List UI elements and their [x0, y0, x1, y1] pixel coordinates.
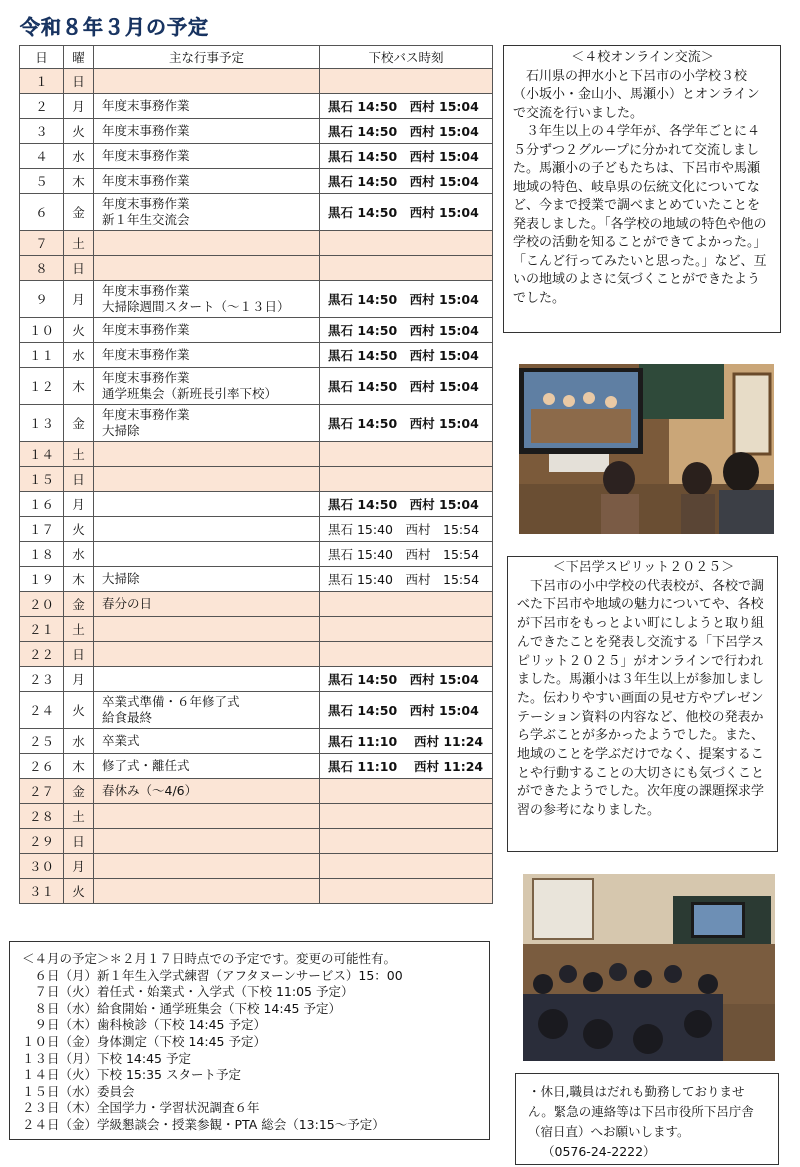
row-weekday: 木	[64, 368, 94, 405]
schedule-row	[20, 442, 493, 467]
row-bus-time: 黒石 14:50 西村 15:04	[320, 318, 493, 343]
row-events	[94, 467, 320, 492]
gero-spirit-box	[507, 556, 778, 852]
row-events	[94, 692, 320, 729]
row-weekday: 土	[64, 804, 94, 829]
row-events	[94, 642, 320, 667]
event-line: 年度末事務作業	[102, 283, 190, 298]
row-day: ８	[20, 256, 64, 281]
row-events	[94, 779, 320, 804]
header-events: 主な行事予定	[94, 46, 320, 69]
row-weekday: 月	[64, 94, 94, 119]
event-line: 大掃除週間スタート（～１３日）	[102, 299, 290, 314]
row-bus-time: 黒石 14:50 西村 15:04	[320, 492, 493, 517]
april-item: ９日（木）歯科検診（下校 14:45 予定）	[22, 1017, 266, 1033]
row-bus-time: 黒石 14:50 西村 15:04	[320, 368, 493, 405]
row-day: ２３	[20, 667, 64, 692]
row-bus-time: 黒石 15:40 西村 15:54	[320, 542, 493, 567]
row-bus-time: 黒石 14:50 西村 15:04	[320, 692, 493, 729]
row-bus-time	[320, 442, 493, 467]
event-line: 大掃除	[102, 571, 140, 586]
event-line: 年度末事務作業	[102, 370, 190, 385]
row-day: １９	[20, 567, 64, 592]
event-line: 卒業式準備・６年修了式	[102, 694, 240, 709]
row-bus-time: 黒石 11:10 西村 11:24	[320, 754, 493, 779]
row-day: １６	[20, 492, 64, 517]
schedule-row	[20, 854, 493, 879]
schedule-row	[20, 592, 493, 617]
event-line: 春分の日	[102, 596, 153, 611]
row-events	[94, 617, 320, 642]
row-day: １０	[20, 318, 64, 343]
header-day: 日	[20, 46, 64, 69]
row-weekday: 水	[64, 542, 94, 567]
header-weekday: 曜	[64, 46, 94, 69]
row-bus-time: 黒石 14:50 西村 15:04	[320, 94, 493, 119]
event-line: 大掃除	[102, 423, 140, 438]
event-line: 給食最終	[102, 710, 153, 725]
online-exchange-photo	[519, 364, 774, 534]
event-line: 通学班集会（新班長引率下校）	[102, 386, 278, 401]
row-bus-time	[320, 231, 493, 256]
row-weekday: 月	[64, 492, 94, 517]
row-day: ２６	[20, 754, 64, 779]
event-line: 年度末事務作業	[102, 347, 190, 362]
row-events	[94, 343, 320, 368]
online-exchange-box	[503, 45, 781, 333]
row-bus-time	[320, 804, 493, 829]
row-day: １１	[20, 343, 64, 368]
schedule-row	[20, 281, 493, 318]
row-weekday: 木	[64, 754, 94, 779]
event-line: 卒業式	[102, 733, 140, 748]
row-events	[94, 368, 320, 405]
schedule-row	[20, 119, 493, 144]
row-day: ４	[20, 144, 64, 169]
row-weekday: 水	[64, 343, 94, 368]
event-line: 春休み（～4/6）	[102, 783, 198, 798]
row-day: ２	[20, 94, 64, 119]
row-bus-time: 黒石 14:50 西村 15:04	[320, 119, 493, 144]
row-bus-time: 黒石 14:50 西村 15:04	[320, 169, 493, 194]
schedule-row	[20, 517, 493, 542]
schedule-row	[20, 144, 493, 169]
april-item: ２３日（木）全国学力・学習状況調査６年	[22, 1100, 260, 1116]
row-bus-time	[320, 642, 493, 667]
april-item: １０日（金）身体測定（下校 14:45 予定）	[22, 1033, 266, 1049]
april-item: １５日（水）委員会	[22, 1083, 135, 1099]
april-item: ７日（火）着任式・始業式・入学式（下校 11:05 予定）	[22, 984, 354, 1000]
row-bus-time: 黒石 14:50 西村 15:04	[320, 667, 493, 692]
event-line: 年度末事務作業	[102, 196, 190, 211]
header-bus-time: 下校バス時刻	[320, 46, 493, 69]
row-events	[94, 442, 320, 467]
row-events	[94, 144, 320, 169]
row-events	[94, 318, 320, 343]
event-line: 年度末事務作業	[102, 173, 190, 188]
row-day: ２５	[20, 729, 64, 754]
row-events	[94, 829, 320, 854]
schedule-row	[20, 542, 493, 567]
row-events	[94, 281, 320, 318]
schedule-row	[20, 94, 493, 119]
row-day: １３	[20, 405, 64, 442]
row-weekday: 月	[64, 854, 94, 879]
row-weekday: 日	[64, 256, 94, 281]
online-exchange-heading: ＜４校オンライン交流＞	[571, 50, 714, 65]
row-events	[94, 517, 320, 542]
row-weekday: 火	[64, 318, 94, 343]
schedule-row	[20, 754, 493, 779]
row-weekday: 土	[64, 231, 94, 256]
gero-spirit-heading: ＜下呂学スピリット２０２５＞	[552, 560, 735, 575]
row-bus-time	[320, 829, 493, 854]
row-weekday: 金	[64, 592, 94, 617]
online-paragraph: ３年生以上の４学年が、各学年ごとに４５分ずつ２グループに分かれて交流しました。馬瀬小の子どもたちは、下呂市や馬瀬地域の特色、岐阜県の伝統文化についてなど、今まで授業で調べまとめていたことを発表しました。「各学校の地域の特色や他の学校の活動を知ることができてよかった。」「こんど行ってみたいと思った。」など、互いの地域のよさに気づくことができたようでした。	[513, 124, 767, 306]
event-line: 年度末事務作業	[102, 98, 190, 113]
row-weekday: 木	[64, 567, 94, 592]
row-day: １	[20, 69, 64, 94]
row-bus-time: 黒石 14:50 西村 15:04	[320, 194, 493, 231]
schedule-row	[20, 368, 493, 405]
schedule-body	[20, 69, 493, 904]
holiday-notice-text: ・休日,職員はだれも勤務しておりません。緊急の連絡等は下呂市役所下呂庁舎（宿日直）へお願いします。	[528, 1084, 754, 1139]
row-day: ５	[20, 169, 64, 194]
row-events	[94, 854, 320, 879]
schedule-row	[20, 642, 493, 667]
row-day: １７	[20, 517, 64, 542]
row-events	[94, 492, 320, 517]
april-list	[22, 968, 477, 1134]
row-day: １５	[20, 467, 64, 492]
event-line: 年度末事務作業	[102, 322, 190, 337]
row-weekday: 火	[64, 879, 94, 904]
schedule-row	[20, 231, 493, 256]
row-day: ３０	[20, 854, 64, 879]
schedule-row	[20, 779, 493, 804]
schedule-row	[20, 617, 493, 642]
row-bus-time	[320, 592, 493, 617]
row-day: ６	[20, 194, 64, 231]
row-bus-time	[320, 854, 493, 879]
schedule-row	[20, 194, 493, 231]
schedule-table	[19, 45, 493, 904]
row-events	[94, 567, 320, 592]
schedule-row	[20, 879, 493, 904]
row-bus-time: 黒石 11:10 西村 11:24	[320, 729, 493, 754]
event-line: 年度末事務作業	[102, 148, 190, 163]
schedule-row	[20, 467, 493, 492]
row-day: ９	[20, 281, 64, 318]
schedule-row	[20, 567, 493, 592]
row-events	[94, 729, 320, 754]
row-weekday: 火	[64, 517, 94, 542]
gero-paragraph: 下呂市の小中学校の代表校が、各校で調べた下呂市や地域の魅力についてや、各校が下呂市をもっとよい町にしようと取り組んできたことを発表し交流する「下呂学スピリット２０２５」がオンラインで行われました。馬瀬小は３年生以上が参加しました。伝わりやすい画面の見せ方やプレゼンテーション資料の内容など、他校の発表から学ぶことが多かったようでした。また、地域のことを学ぶだけでなく、提案することや行動することの大切さにも気づくことができたようでした。次年度の課題探求学習の参考になりました。	[517, 578, 765, 819]
row-day: ３	[20, 119, 64, 144]
row-bus-time	[320, 467, 493, 492]
schedule-row	[20, 256, 493, 281]
holiday-notice-box	[515, 1073, 779, 1165]
row-bus-time: 黒石 14:50 西村 15:04	[320, 144, 493, 169]
row-weekday: 木	[64, 169, 94, 194]
row-day: ２０	[20, 592, 64, 617]
april-item: １３日（月）下校 14:45 予定	[22, 1050, 191, 1066]
row-weekday: 金	[64, 405, 94, 442]
row-day: ２７	[20, 779, 64, 804]
schedule-row	[20, 318, 493, 343]
april-item: ６日（月）新１年生入学式練習（アフタヌーンサービス）15：00	[22, 967, 403, 983]
row-events	[94, 169, 320, 194]
schedule-row	[20, 692, 493, 729]
row-day: １４	[20, 442, 64, 467]
schedule-row	[20, 405, 493, 442]
row-bus-time: 黒石 15:40 西村 15:54	[320, 567, 493, 592]
row-day: １８	[20, 542, 64, 567]
schedule-row	[20, 343, 493, 368]
row-day: １２	[20, 368, 64, 405]
schedule-row	[20, 69, 493, 94]
row-weekday: 水	[64, 729, 94, 754]
schedule-row	[20, 729, 493, 754]
row-day: ２１	[20, 617, 64, 642]
row-events	[94, 804, 320, 829]
row-events	[94, 592, 320, 617]
row-bus-time	[320, 69, 493, 94]
row-events	[94, 119, 320, 144]
row-events	[94, 667, 320, 692]
row-bus-time	[320, 779, 493, 804]
row-weekday: 火	[64, 692, 94, 729]
row-events	[94, 94, 320, 119]
row-day: ２８	[20, 804, 64, 829]
row-events	[94, 256, 320, 281]
row-weekday: 金	[64, 779, 94, 804]
online-paragraph: 石川県の押水小と下呂市の小学校３校（小坂小・金山小、馬瀬小）とオンラインで交流を行いました。	[513, 68, 760, 121]
row-events	[94, 194, 320, 231]
row-weekday: 日	[64, 467, 94, 492]
row-bus-time	[320, 879, 493, 904]
schedule-row	[20, 492, 493, 517]
row-weekday: 金	[64, 194, 94, 231]
row-events	[94, 754, 320, 779]
page-title: 令和８年３月の予定	[20, 15, 209, 39]
row-day: ２２	[20, 642, 64, 667]
row-day: ３１	[20, 879, 64, 904]
schedule-row	[20, 829, 493, 854]
april-item: ２４日（金）学級懇談会・授業参観・PTA 総会（13:15～予定）	[22, 1116, 385, 1132]
row-day: ７	[20, 231, 64, 256]
event-line: 年度末事務作業	[102, 123, 190, 138]
row-day: ２９	[20, 829, 64, 854]
row-weekday: 日	[64, 69, 94, 94]
row-weekday: 水	[64, 144, 94, 169]
row-events	[94, 405, 320, 442]
row-weekday: 土	[64, 442, 94, 467]
row-events	[94, 231, 320, 256]
row-bus-time	[320, 617, 493, 642]
row-bus-time: 黒石 14:50 西村 15:04	[320, 405, 493, 442]
row-events	[94, 542, 320, 567]
row-bus-time: 黒石 15:40 西村 15:54	[320, 517, 493, 542]
row-weekday: 火	[64, 119, 94, 144]
april-item: ８日（水）給食開始・通学班集会（下校 14:45 予定）	[22, 1000, 341, 1016]
gero-spirit-photo	[523, 874, 775, 1061]
row-weekday: 土	[64, 617, 94, 642]
row-bus-time	[320, 256, 493, 281]
event-line: 新１年生交流会	[102, 212, 190, 227]
april-item: １４日（火）下校 15:35 スタート予定	[22, 1067, 241, 1083]
schedule-row	[20, 667, 493, 692]
contact-phone: （0576-24-2222）	[542, 1144, 656, 1159]
row-events	[94, 69, 320, 94]
row-weekday: 月	[64, 281, 94, 318]
schedule-row	[20, 169, 493, 194]
row-weekday: 月	[64, 667, 94, 692]
event-line: 年度末事務作業	[102, 407, 190, 422]
schedule-header-row	[20, 46, 493, 69]
row-bus-time: 黒石 14:50 西村 15:04	[320, 281, 493, 318]
april-heading: ＜４月の予定＞＊２月１７日時点での予定です。変更の可能性有。	[22, 951, 397, 966]
row-weekday: 日	[64, 642, 94, 667]
row-weekday: 日	[64, 829, 94, 854]
schedule-row	[20, 804, 493, 829]
april-schedule-box	[9, 941, 490, 1140]
event-line: 修了式・離任式	[102, 758, 190, 773]
row-day: ２４	[20, 692, 64, 729]
row-events	[94, 879, 320, 904]
row-bus-time: 黒石 14:50 西村 15:04	[320, 343, 493, 368]
